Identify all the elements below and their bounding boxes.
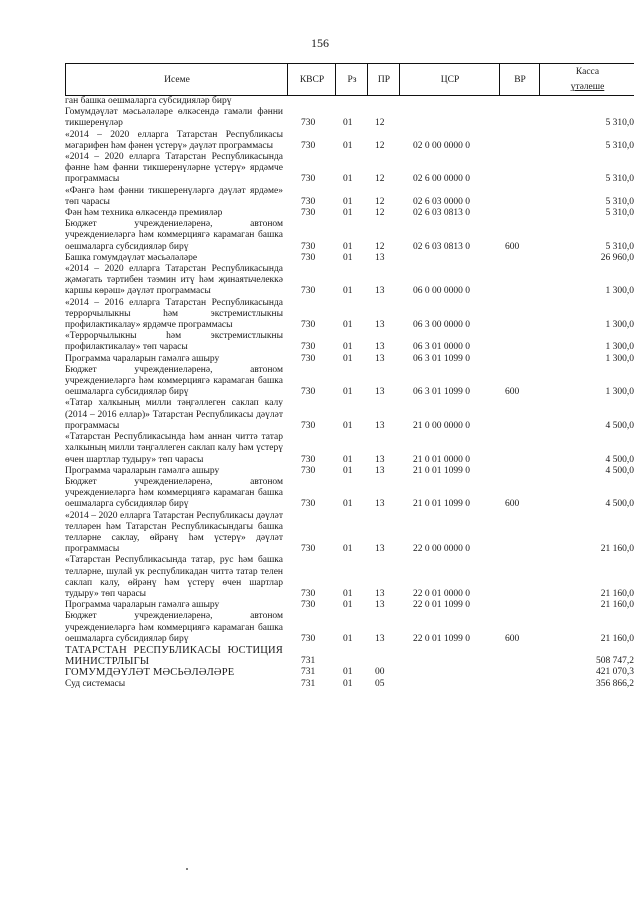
table-row [65,130,634,152]
row-name: «Фәнгә һәм фәнни тикшеренүләргә дәүләт ярдәме» төп чарасы [65,185,283,207]
row-name: Программа чараларын гамәлгә ашыру [65,353,220,364]
row-kvsr: 731 [301,667,316,678]
row-csr: 02 6 03 0813 0 [413,208,470,219]
table-row [65,679,634,690]
row-pr: 13 [375,387,385,398]
row-rz: 01 [343,196,353,207]
row-pr: 13 [375,353,385,364]
row-kvsr: 730 [301,252,316,263]
row-rz: 01 [343,353,353,364]
row-pr: 05 [375,678,385,689]
row-csr: 22 0 01 0000 0 [413,588,470,599]
row-csr: 02 6 03 0000 0 [413,196,470,207]
row-csr: 02 6 00 0000 0 [413,174,470,185]
row-pr: 13 [375,499,385,510]
row-vr: 600 [505,241,520,252]
row-cash: 5 310,0 [605,118,634,129]
row-name: Фән һәм техника өлкәсендә премияләр [65,208,223,219]
row-name: «2014 – 2020 елларга Татарстан Республикасында фәнне һәм фәнни тикшеренүләрне үстерү» ярдәмче программасы [65,152,283,185]
header-vr: ВР [499,64,540,95]
header-cash [539,64,635,95]
table-row [65,511,634,556]
row-csr: 21 0 01 1099 0 [413,499,470,510]
table-row [65,208,634,219]
row-pr: 13 [375,320,385,331]
row-kvsr: 730 [301,465,316,476]
row-cash: 26 960,0 [600,252,634,263]
row-name: ГОМУМДӘҮЛӘТ МӘСЬӘЛӘЛӘРЕ [65,667,235,679]
table-row [65,152,634,186]
row-vr: 600 [505,499,520,510]
row-cash: 5 310,0 [605,174,634,185]
row-vr: 600 [505,633,520,644]
row-rz: 01 [343,420,353,431]
row-name: «Татарстан Республикасында һәм аннан читтә татар халкының милли тәңгәллеген саклап калу һәм үстерү өчен шартлар тудыру» төп чарасы [65,432,283,465]
row-cash: 5 310,0 [605,241,634,252]
row-pr: 13 [375,342,385,353]
row-name: «2014 – 2020 елларга Татарстан Республикасы мәгарифен һәм фәнен үстерү» дәүләт программасы [65,129,283,151]
row-name: «Татарстан Республикасында татар, рус һәм башка телләрне, шулай ук республикадан читтә татар телен саклап калу, өйрәнү һәм үстерү өчен шартлар тудыру» төп чарасы [65,555,283,599]
row-cash: 21 160,0 [600,544,634,555]
row-rz: 01 [343,286,353,297]
row-rz: 01 [343,387,353,398]
row-rz: 01 [343,465,353,476]
row-name: «Террорчылыкны һәм экстремистлыкны профилактикалау» төп чарасы [65,331,283,353]
row-kvsr: 730 [301,174,316,185]
row-rz: 01 [343,499,353,510]
row-name: «2014 – 2020 елларга Татарстан Республикасында җәмәгать тәртибен тәэмин итү һәм җинаятьчелеккә каршы көрәш» дәүләт программасы [65,264,283,297]
row-pr: 13 [375,600,385,611]
row-cash: 1 300,0 [605,286,634,297]
row-cash: 21 160,0 [600,600,634,611]
table-row [65,477,634,511]
table-row [65,298,634,332]
row-kvsr: 730 [301,342,316,353]
row-cash: 4 500,0 [605,465,634,476]
row-pr: 12 [375,241,385,252]
row-name: Бюджет учреждениеләренә, автоном учреждениеләргә һәм коммерциягә карамаган башка оешмаларга субсидияләр бирү [65,611,283,644]
row-kvsr: 730 [301,588,316,599]
header-rz: Рз [335,64,368,95]
row-rz: 01 [343,174,353,185]
row-csr: 22 0 01 1099 0 [413,633,470,644]
header-kvsr: КВСР [287,64,336,95]
row-cash: 1 300,0 [605,353,634,364]
row-csr: 06 3 01 1099 0 [413,353,470,364]
table-row [65,611,634,645]
row-name: ган башка оешмаларга субсидияләр бирү [65,96,232,106]
table-row [65,186,634,208]
page-number: 156 [311,36,329,50]
row-pr: 13 [375,544,385,555]
row-cash: 4 500,0 [605,454,634,465]
row-csr: 06 3 01 1099 0 [413,387,470,398]
row-csr: 02 0 00 0000 0 [413,140,470,151]
row-rz: 01 [343,600,353,611]
row-rz: 01 [343,320,353,331]
row-name: ТАТАРСТАН РЕСПУБЛИКАСЫ ЮСТИЦИЯ МИНИСТРЛЫГЫ [65,644,283,668]
row-rz: 01 [343,588,353,599]
row-pr: 12 [375,140,385,151]
row-csr: 06 0 00 0000 0 [413,286,470,297]
row-kvsr: 730 [301,454,316,465]
row-csr: 22 0 01 1099 0 [413,600,470,611]
row-rz: 01 [343,454,353,465]
row-csr: 21 0 01 0000 0 [413,454,470,465]
row-csr: 06 3 00 0000 0 [413,320,470,331]
row-rz: 01 [343,252,353,263]
table-row [65,645,634,667]
table-row [65,253,634,264]
row-pr: 13 [375,454,385,465]
row-rz: 01 [343,241,353,252]
row-rz: 01 [343,678,353,689]
row-cash: 1 300,0 [605,342,634,353]
table-header [65,63,634,96]
row-pr: 13 [375,286,385,297]
row-csr: 06 3 01 0000 0 [413,342,470,353]
table-row [65,107,634,129]
header-name: Исеме [65,64,288,95]
row-name: Бюджет учреждениеләренә, автоном учреждениеләргә һәм коммерциягә карамаган башка оешмаларга субсидияләр бирү [65,364,283,398]
row-rz: 01 [343,118,353,129]
row-rz: 01 [343,342,353,353]
row-kvsr: 731 [301,678,316,689]
row-rz: 01 [343,140,353,151]
row-csr: 22 0 00 0000 0 [413,544,470,555]
row-rz: 01 [343,544,353,555]
row-kvsr: 730 [301,387,316,398]
row-kvsr: 730 [301,420,316,431]
row-csr: 21 0 01 1099 0 [413,465,470,476]
row-kvsr: 730 [301,499,316,510]
table-row [65,354,634,365]
row-kvsr: 730 [301,544,316,555]
table-row [65,365,634,399]
row-csr: 21 0 00 0000 0 [413,420,470,431]
row-cash: 508 747,2 [596,656,634,667]
header-cash-line1: Касса [575,66,600,77]
row-pr: 12 [375,118,385,129]
row-cash: 1 300,0 [605,387,634,398]
row-pr: 12 [375,208,385,219]
row-cash: 356 866,2 [596,678,634,689]
row-cash: 5 310,0 [605,196,634,207]
table-row [65,264,634,298]
table-row [65,600,634,611]
row-kvsr: 731 [301,656,316,667]
row-name: «2014 – 2020 елларга Татарстан Республикасы дәүләт телләрен һәм Татарстан Республикасындагы башка телләрне саклау, өйрәнү һәм үстерү» дәүләт программасы [65,510,283,555]
table-row [65,432,634,466]
row-rz: 01 [343,633,353,644]
row-rz: 01 [343,208,353,219]
scan-speck [186,868,188,870]
row-kvsr: 730 [301,241,316,252]
table-row [65,398,634,432]
row-cash: 1 300,0 [605,320,634,331]
row-kvsr: 730 [301,600,316,611]
header-csr: ЦСР [399,64,500,95]
header-pr: ПР [367,64,400,95]
table-row [65,466,634,477]
row-kvsr: 730 [301,286,316,297]
header-cash-line2: үтәлеше [570,81,605,92]
row-cash: 21 160,0 [600,588,634,599]
row-name: «Татар халкының милли тәңгәллеген саклап калу (2014 – 2016 еллар)» Татарстан Республикасы дәүләт программасы [65,398,283,431]
table-row [65,667,634,678]
row-kvsr: 730 [301,633,316,644]
row-name: Программа чараларын гамәлгә ашыру [65,600,220,611]
row-name: Гомумдәүләт мәсьәләләре өлкәсендә гамәли фәнни тикшеренүләр [65,107,283,129]
row-kvsr: 730 [301,320,316,331]
table-row [65,96,634,107]
row-kvsr: 730 [301,140,316,151]
row-pr: 13 [375,633,385,644]
row-cash: 5 310,0 [605,208,634,219]
table-row [65,219,634,253]
table-row [65,555,634,600]
row-cash: 4 500,0 [605,420,634,431]
row-name: «2014 – 2016 елларга Татарстан Республикасында террорчылыкны һәм экстремистлыкны профилактикалау» ярдәмче программасы [65,297,283,331]
row-name: Суд системасы [65,678,126,689]
row-pr: 12 [375,174,385,185]
row-kvsr: 730 [301,196,316,207]
row-kvsr: 730 [301,208,316,219]
table-body [65,96,634,690]
row-cash: 21 160,0 [600,633,634,644]
row-kvsr: 730 [301,353,316,364]
row-pr: 13 [375,465,385,476]
row-vr: 600 [505,387,520,398]
row-cash: 5 310,0 [605,140,634,151]
row-csr: 02 6 03 0813 0 [413,241,470,252]
table-row [65,331,634,353]
row-name: Башка гомумдәүләт мәсьәләләре [65,252,198,263]
row-cash: 421 070,3 [596,667,634,678]
row-name: Бюджет учреждениеләренә, автоном учреждениеләргә һәм коммерциягә карамаган башка оешмаларга субсидияләр бирү [65,219,283,252]
row-cash: 4 500,0 [605,499,634,510]
row-pr: 13 [375,420,385,431]
row-name: Бюджет учреждениеләренә, автоном учреждениеләргә һәм коммерциягә карамаган башка оешмаларга субсидияләр бирү [65,476,283,510]
row-pr: 13 [375,588,385,599]
row-name: Программа чараларын гамәлгә ашыру [65,465,220,476]
row-pr: 00 [375,667,385,678]
row-kvsr: 730 [301,118,316,129]
row-pr: 13 [375,252,385,263]
row-rz: 01 [343,667,353,678]
row-pr: 12 [375,196,385,207]
